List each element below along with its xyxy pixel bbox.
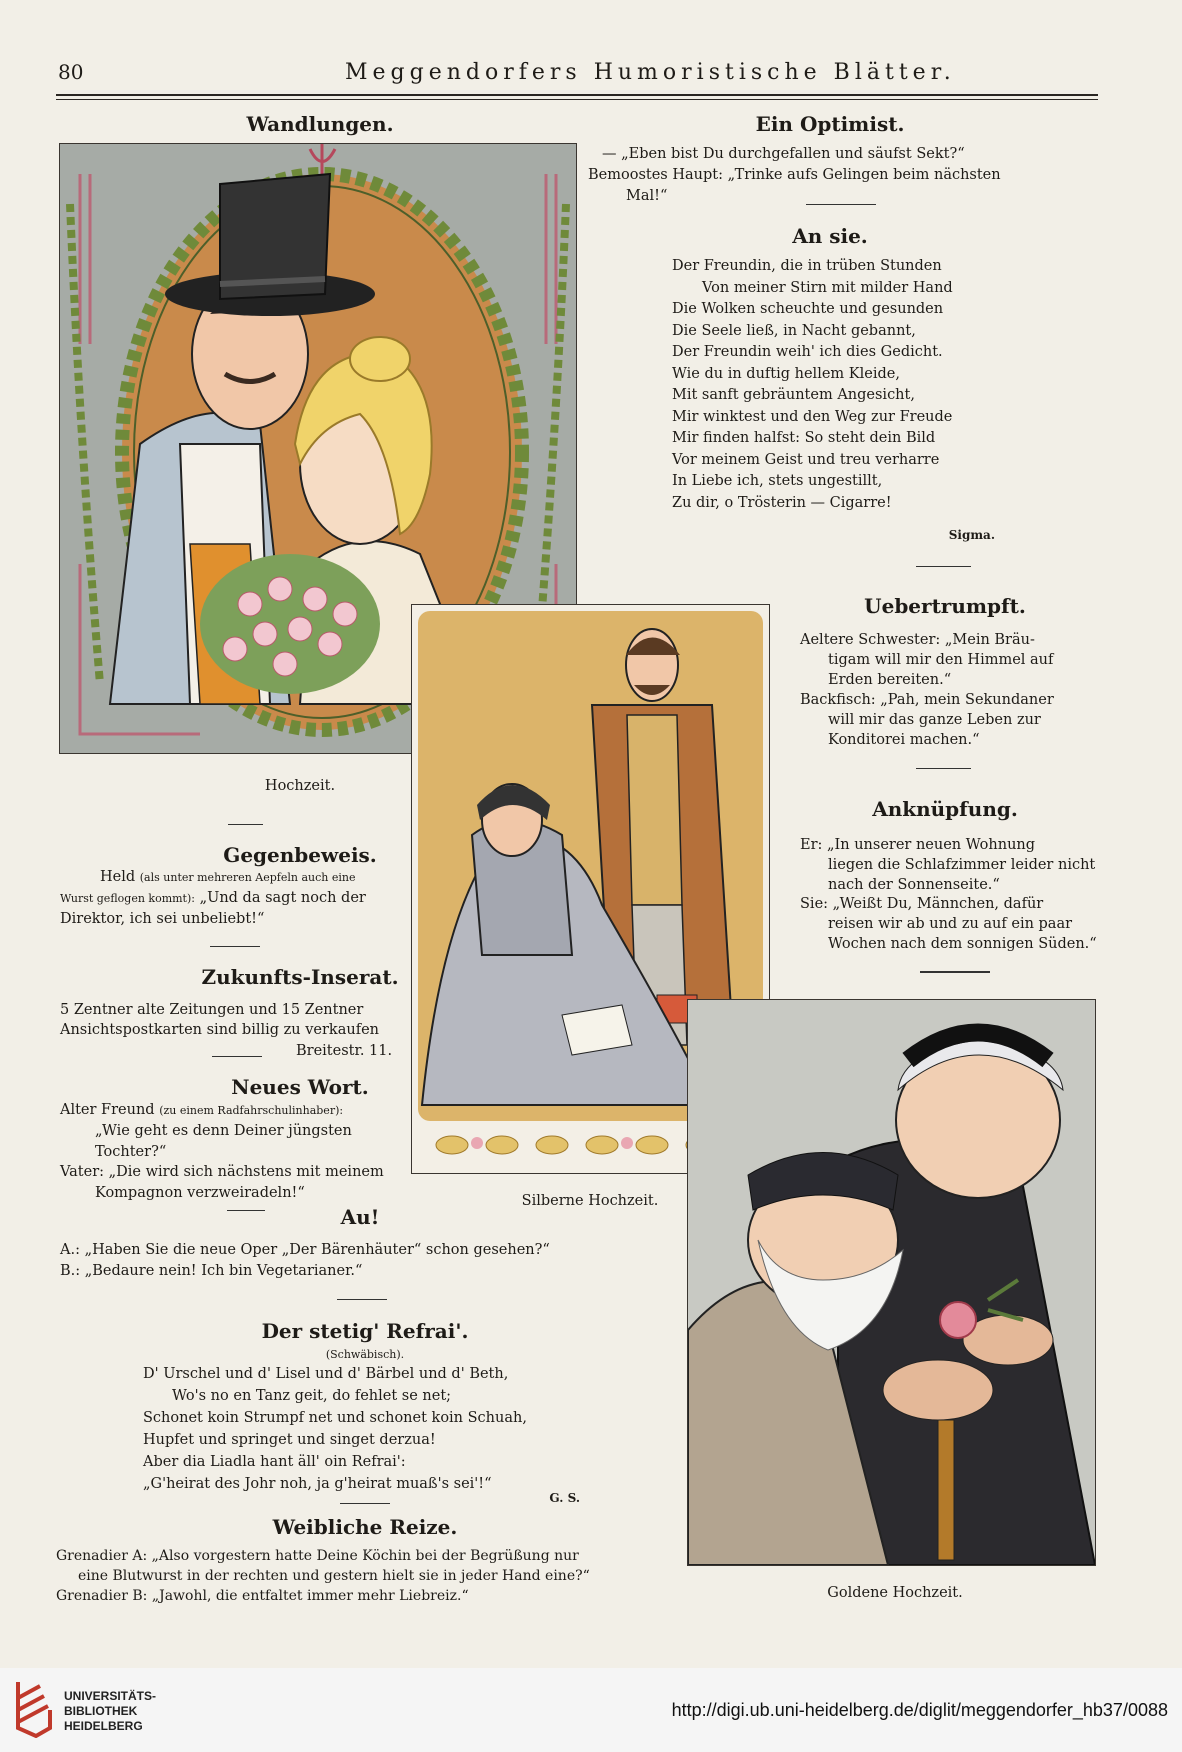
article-title-au: Au!: [340, 1205, 380, 1229]
refrai-line: Wo's no en Tanz geit, do fehlet se net;: [172, 1388, 452, 1404]
ornament-rule: [920, 971, 990, 973]
stage-note: (als unter mehreren Aepfeln auch eine: [139, 871, 356, 884]
quote-text: „Und da sagt noch der: [199, 890, 366, 906]
article-title-an-sie: An sie.: [792, 224, 868, 248]
anknuepfung-line: Sie: „Weißt Du, Männchen, dafür: [800, 896, 1044, 912]
zukunft-line: 5 Zentner alte Zeitungen und 15 Zentner: [60, 1002, 364, 1018]
zukunft-line: Breitestr. 11.: [296, 1043, 393, 1059]
poem-line: Zu dir, o Trösterin — Cigarre!: [672, 494, 892, 511]
speaker-alter-freund: Alter Freund: [60, 1102, 155, 1118]
article-title-wandlungen: Wandlungen.: [246, 112, 394, 136]
article-title-neues-wort: Neues Wort.: [231, 1075, 369, 1099]
refrai-line: D' Urschel und d' Lisel und d' Bärbel und d' Beth,: [143, 1366, 509, 1382]
caption-golden-wedding: Goldene Hochzeit.: [827, 1585, 963, 1601]
separator-rule: [337, 1299, 387, 1300]
poem-line: Vor meinem Geist und treu verharre: [672, 451, 940, 468]
neues-wort-line: Tochter?“: [95, 1144, 167, 1160]
separator-rule: [806, 204, 876, 205]
stage-note: (zu einem Radfahrschulinhaber):: [159, 1104, 344, 1117]
anknuepfung-line: nach der Sonnenseite.“: [828, 877, 1000, 893]
au-line: B.: „Bedaure nein! Ich bin Vegetarianer.“: [60, 1263, 363, 1279]
neues-wort-line: Kompagnon verzweiradeln!“: [95, 1185, 305, 1201]
header-rule: [56, 94, 1098, 96]
gegenbeweis-line-3: Direktor, ich sei unbeliebt!“: [60, 911, 265, 927]
signature-gs: G. S.: [549, 1491, 580, 1505]
poem-line: Die Seele ließ, in Nacht gebannt,: [672, 322, 916, 339]
anknuepfung-line: Er: „In unserer neuen Wohnung: [800, 837, 1036, 853]
article-title-uebertrumpft: Uebertrumpft.: [864, 594, 1026, 618]
poem-line: Mir finden halfst: So steht dein Bild: [672, 430, 936, 446]
university-library-logo-icon: [14, 1680, 54, 1738]
separator-rule: [916, 768, 971, 769]
header-rule-thin: [56, 99, 1098, 100]
gegenbeweis-line-1: [100, 867, 355, 889]
poem-line: Mit sanft gebräuntem Angesicht,: [672, 387, 915, 403]
article-title-anknuepfung: Anknüpfung.: [872, 797, 1018, 821]
poem-line: Die Wolken scheuchte und gesunden: [672, 301, 944, 317]
anknuepfung-line: liegen die Schlafzimmer leider nicht: [828, 857, 1096, 873]
poem-line: In Liebe ich, stets ungestillt,: [672, 473, 883, 489]
caption-silver-wedding: Silberne Hochzeit.: [521, 1193, 659, 1209]
refrai-line: „G'heirat des Johr noh, ja g'heirat muaß's sei'!“: [143, 1476, 492, 1492]
golden-wedding-drawing: [688, 1000, 1095, 1565]
gegenbeweis-line-2: [60, 888, 366, 910]
poem-line: Der Freundin weih' ich dies Gedicht.: [672, 344, 943, 360]
poem-line: Mir winktest und den Weg zur Freude: [672, 408, 953, 425]
au-line: A.: „Haben Sie die neue Oper „Der Bärenhäuter“ schon gesehen?“: [60, 1242, 550, 1258]
optimist-line-2: Bemoostes Haupt: „Trinke aufs Gelingen beim nächsten: [588, 167, 1001, 183]
article-title-optimist: Ein Optimist.: [755, 112, 905, 136]
separator-rule: [212, 1056, 262, 1057]
separator-rule: [210, 946, 260, 947]
uebertrumpft-line: Konditorei machen.“: [828, 732, 980, 748]
uebertrumpft-line: tigam will mir den Himmel auf: [828, 652, 1054, 668]
neues-wort-line: „Wie geht es denn Deiner jüngsten: [95, 1123, 352, 1139]
anknuepfung-line: Wochen nach dem sonnigen Süden.“: [828, 936, 1097, 952]
refrai-subtitle: (Schwäbisch).: [325, 1348, 405, 1361]
article-title-weibliche-reize: Weibliche Reize.: [272, 1515, 458, 1539]
weibliche-line: eine Blutwurst in der rechten und gestern hielt sie in jeder Hand eine?“: [78, 1568, 590, 1584]
refrai-line: Hupfet und springet und singet derzua!: [143, 1432, 436, 1448]
separator-rule: [340, 1503, 390, 1504]
magazine-title: Meggendorfers Humoristische Blätter.: [345, 60, 956, 85]
poem-line: Der Freundin, die in trüben Stunden: [672, 258, 942, 274]
illustration-golden-wedding: [687, 999, 1096, 1566]
poem-line: Von meiner Stirn mit milder Hand: [702, 279, 953, 296]
article-title-zukunft: Zukunfts-Inserat.: [201, 965, 399, 989]
anknuepfung-line: reisen wir ab und zu auf ein paar: [828, 916, 1073, 932]
library-name: UNIVERSITÄTS- BIBLIOTHEK HEIDELBERG: [64, 1689, 157, 1733]
speaker-held: Held: [100, 869, 136, 885]
signature-sigma: Sigma.: [948, 528, 995, 542]
neues-wort-line: Vater: „Die wird sich nächstens mit meinem: [60, 1164, 384, 1180]
weibliche-line: Grenadier B: „Jawohl, die entfaltet immer mehr Liebreiz.“: [56, 1588, 469, 1604]
uebertrumpft-line: Aeltere Schwester: „Mein Bräu-: [800, 632, 1035, 648]
weibliche-line: Grenadier A: „Also vorgestern hatte Deine Köchin bei der Begrüßung nur: [56, 1548, 579, 1564]
refrai-line: Schonet koin Strumpf net und schonet koin Schuah,: [143, 1410, 527, 1426]
article-title-gegenbeweis: Gegenbeweis.: [223, 843, 377, 867]
article-title-refrai: Der stetig' Refrai'.: [261, 1319, 469, 1343]
optimist-line-3: Mal!“: [626, 188, 668, 204]
poem-line: Wie du in duftig hellem Kleide,: [672, 365, 900, 382]
page-number: 80: [58, 60, 84, 84]
separator-rule: [916, 566, 971, 567]
refrai-line: Aber dia Liadla hant äll' oin Refrai':: [143, 1454, 406, 1470]
separator-rule: [227, 1210, 265, 1211]
poem-an-sie: [672, 256, 953, 514]
separator-rule: [228, 824, 263, 825]
uebertrumpft-line: will mir das ganze Leben zur: [828, 712, 1041, 728]
stage-note: Wurst geflogen kommt):: [60, 892, 195, 905]
source-url-link[interactable]: http://digi.ub.uni-heidelberg.de/diglit/meggendorfer_hb37/0088: [671, 1700, 1168, 1720]
zukunft-line: Ansichtspostkarten sind billig zu verkaufen: [60, 1022, 379, 1038]
optimist-line-1: — „Eben bist Du durchgefallen und säufst Sekt?“: [602, 146, 965, 162]
caption-wedding: Hochzeit.: [264, 778, 336, 794]
uebertrumpft-line: Backfisch: „Pah, mein Sekundaner: [800, 692, 1054, 708]
uebertrumpft-line: Erden bereiten.“: [828, 672, 952, 688]
neues-wort-line-1: [60, 1100, 343, 1122]
